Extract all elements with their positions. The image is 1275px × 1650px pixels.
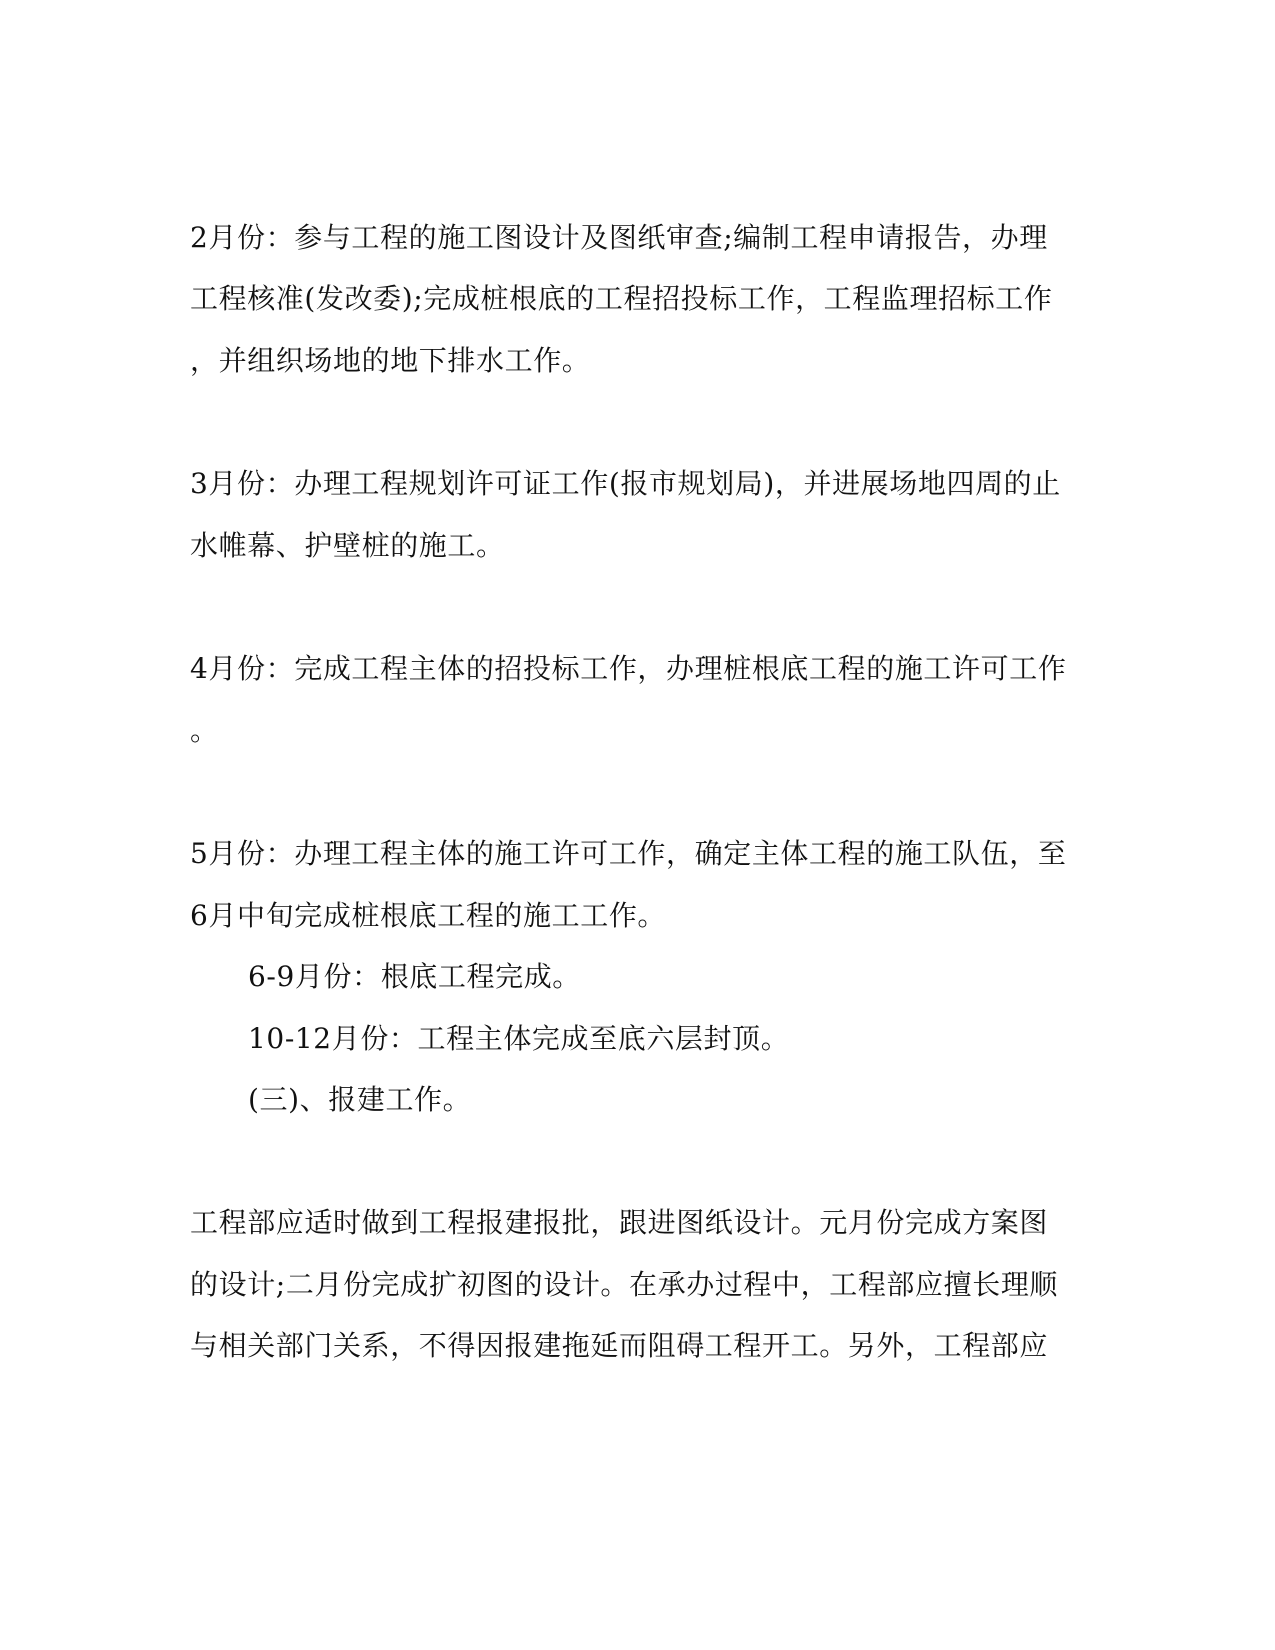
text-line: 6月中旬完成桩根底工程的施工工作。 xyxy=(190,899,667,932)
text-line: 5月份：办理工程主体的施工许可工作，确定主体工程的施工队伍，至 xyxy=(190,837,1067,870)
section-heading: (三)、报建工作。 xyxy=(248,1083,472,1116)
paragraph-jun-sep: 6-9月份：根底工程完成。 xyxy=(248,960,581,993)
text-line: 工程部应适时做到工程报建报批，跟进图纸设计。元月份完成方案图 xyxy=(190,1206,1049,1239)
text-line: 水帷幕、护壁桩的施工。 xyxy=(190,529,505,562)
text-line: ，并组织场地的地下排水工作。 xyxy=(190,344,591,377)
text-line: 2月份：参与工程的施工图设计及图纸审查;编制工程申请报告，办理 xyxy=(190,221,1048,254)
paragraph-oct-dec: 10-12月份：工程主体完成至底六层封顶。 xyxy=(248,1022,790,1055)
text-line: 。 xyxy=(190,714,219,747)
text-line: 与相关部门关系，不得因报建拖延而阻碍工程开工。另外，工程部应 xyxy=(190,1329,1049,1362)
text-line: 工程核准(发改委);完成桩根底的工程招投标工作，工程监理招标工作 xyxy=(190,282,1053,315)
text-line: 的设计;二月份完成扩初图的设计。在承办过程中，工程部应擅长理顺 xyxy=(190,1268,1059,1301)
text-line: 4月份：完成工程主体的招投标工作，办理桩根底工程的施工许可工作 xyxy=(190,652,1067,685)
text-line: 3月份：办理工程规划许可证工作(报市规划局)，并进展场地四周的止 xyxy=(190,467,1061,500)
